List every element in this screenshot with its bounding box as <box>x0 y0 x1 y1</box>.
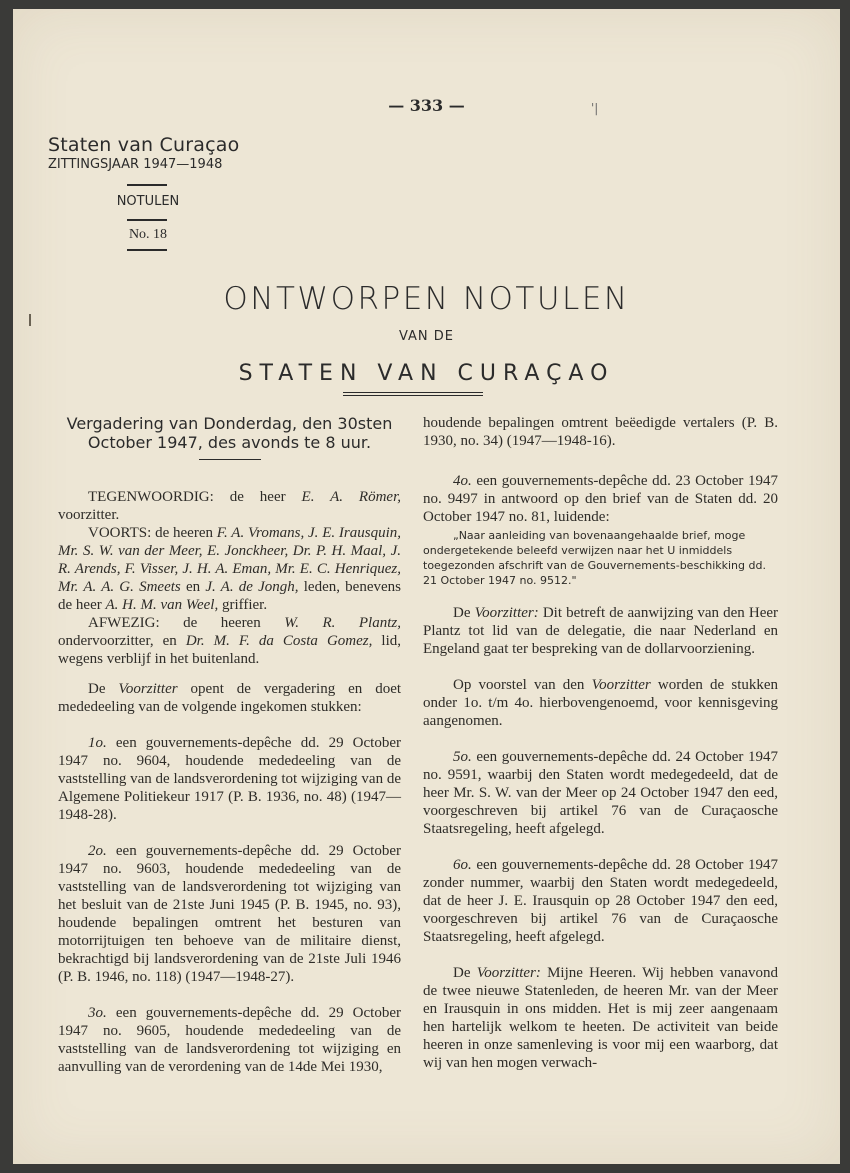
item-1-text: een gouvernements-depêche dd. 29 October 1947 no. 9604, houdende mededeeling van de vaststelling van de landsverordening tot wijziging van de Algemene Politiekeur 1917 (P. B. 1936, no. 48) (1947—1948-28). <box>58 735 401 823</box>
attendance-others <box>58 524 401 614</box>
item-2-number: 2o. <box>88 843 107 859</box>
meeting-divider <box>199 459 261 460</box>
header-divider-1 <box>127 184 167 186</box>
item-3-number: 3o. <box>88 1005 107 1021</box>
motion-chair: Voorzitter <box>591 677 651 693</box>
absent-name-2: Dr. M. F. da Costa Gomez, <box>185 633 373 649</box>
motion-start: Op voorstel van den <box>453 677 585 693</box>
absent-name-1: W. R. Plantz, <box>284 615 401 631</box>
others-label: VOORTS: <box>88 525 152 541</box>
item-1-number: 1o. <box>88 735 107 751</box>
incoming-item-2 <box>58 842 401 986</box>
item-4-number: 4o. <box>453 473 472 489</box>
title-rule-1 <box>343 392 483 393</box>
page-number: — 333 — <box>388 96 465 115</box>
opening-start: De <box>88 681 106 697</box>
absent-mid: ondervoorzitter, en <box>58 633 177 649</box>
title-rule-2 <box>343 395 483 396</box>
margin-mark <box>29 314 31 326</box>
header-session: ZITTINGSJAAR 1947—1948 <box>48 157 223 172</box>
incoming-item-5 <box>423 748 778 838</box>
opening-paragraph <box>58 680 401 716</box>
title-body: STATEN VAN CURAÇAO <box>238 361 615 386</box>
incoming-item-1 <box>58 734 401 824</box>
title-main: ONTWORPEN NOTULEN <box>223 281 630 317</box>
others-and: en <box>185 579 201 595</box>
absent-end: lid, wegens verblijf in het buitenland. <box>58 633 401 667</box>
document-header <box>48 134 248 172</box>
title-sub: VAN DE <box>398 329 455 344</box>
item-6-text: een gouvernements-depêche dd. 28 October 1947 zonder nummer, waarbij den Staten wordt medegedeeld, dat de heer J. E. Irausquin op 28 October 1947 den eed, voorgeschreven bij artikel 76 van de Curaçaosche Staatsregeling, heeft afgelegd. <box>423 857 778 945</box>
remark-1-chair: Voorzitter: <box>474 605 539 621</box>
letter-quote: „Naar aanleiding van bovenaangehaalde brief, moge ondergetekende beleefd verwijzen naar het U inmiddels toegezonden afschrift van de Gouvernements-beschikking dd. 21 October 1947 no. 9512." <box>423 529 766 587</box>
meeting-line-1: Vergadering van Donderdag, den 30sten <box>66 414 393 433</box>
header-divider-2 <box>127 219 167 221</box>
present-label: TEGENWOORDIG: <box>88 489 214 505</box>
meeting-line-2: October 1947, des avonds te 8 uur. <box>87 433 372 452</box>
ink-mark: '| <box>591 101 599 115</box>
clerk-role: griffier. <box>221 597 268 613</box>
meeting-heading <box>58 414 401 452</box>
others-text: de heeren <box>155 525 213 541</box>
remark-2-chair: Voorzitter: <box>476 965 541 981</box>
opening-text: opent de vergadering en doet mededeeling van de volgende ingekomen stukken: <box>58 681 402 715</box>
remark-1-text: Dit betreft de aanwijzing van den Heer Plantz tot lid van de delegatie, die naar Nederland en Engeland gaat ter bespreking van de dollarvoorziening. <box>423 605 779 657</box>
incoming-item-4 <box>423 472 778 526</box>
item-6-number: 6o. <box>453 857 472 873</box>
clerk-name: A. H. M. van Weel, <box>105 597 219 613</box>
chair-remark-2 <box>423 964 778 1072</box>
right-column <box>423 414 778 1072</box>
member-name-last: J. A. de Jongh, <box>205 579 299 595</box>
item-3-continuation: houdende bepalingen omtrent beëedigde vertalers (P. B. 1930, no. 34) (1947—1948-16). <box>423 415 778 449</box>
document-page <box>13 9 840 1164</box>
present-text: de heer <box>229 489 286 505</box>
chairman-name: E. A. Römer, <box>301 489 402 505</box>
present-role: voorzitter. <box>58 507 120 523</box>
item-4-text: een gouvernements-depêche dd. 23 October 1947 no. 9497 in antwoord op den brief van de Staten dd. 20 October 1947 no. 81, luidende: <box>423 473 778 525</box>
incoming-item-3 <box>58 1004 401 1076</box>
others-mid: leden, benevens de heer <box>58 579 401 613</box>
header-divider-3 <box>127 249 167 251</box>
attendance-absent <box>58 614 401 668</box>
chair-remark-1 <box>423 604 778 658</box>
motion-text: worden de stukken onder 1o. t/m 4o. hierbovengenoemd, voor kennisgeving aangenomen. <box>423 677 779 729</box>
incoming-item-6 <box>423 856 778 946</box>
remark-1-start: De <box>453 605 471 621</box>
header-doc-type: NOTULEN <box>116 194 180 209</box>
absent-label: AFWEZIG: <box>88 615 160 631</box>
motion-paragraph <box>423 676 778 730</box>
remark-2-start: De <box>453 965 471 981</box>
header-body: Staten van Curaçao <box>48 134 240 156</box>
opening-chair: Voorzitter <box>118 681 178 697</box>
left-column <box>58 414 401 1076</box>
item-5-text: een gouvernements-depêche dd. 24 October 1947 no. 9591, waarbij den Staten wordt medegedeeld, dat de heer Mr. S. W. van der Meer op 24 October 1947 den eed, voorgeschreven bij artikel 76 van de Curaçaosche Staatsregeling, heeft afgelegd. <box>423 749 778 837</box>
absent-text: de heeren <box>183 615 261 631</box>
header-number: No. 18 <box>128 227 168 242</box>
item-5-number: 5o. <box>453 749 472 765</box>
item-3-text: een gouvernements-depêche dd. 29 October 1947 no. 9605, houdende mededeeling van de vaststelling van de landsverordening tot wijziging en aanvulling van de verordening van de 14de Mei 1930, <box>58 1005 401 1075</box>
attendance-present <box>58 488 401 524</box>
members-names: F. A. Vromans, J. E. Irausquin, Mr. S. W. van der Meer, E. Jonckheer, Dr. P. H. Maal, J. R. Arends, F. Visser, J. H. A. Eman, Mr. E. C. Henriquez, Mr. A. A. G. Smeets <box>58 525 402 595</box>
item-2-text: een gouvernements-depêche dd. 29 October 1947 no. 9603, houdende mededeeling van de vaststelling van de landsverordening tot wijziging van het besluit van de 21ste Juni 1945 (P. B. 1945, no. 93), houdende bepalingen omtrent het besturen van motorrijtuigen ten behoeve van de militaire dienst, bekrachtigd bij landsverordening van de 21ste Juli 1946 (P. B. 1946, no. 118) (1947—1948-27). <box>58 843 401 985</box>
remark-2-text: Mijne Heeren. Wij hebben vanavond de twee nieuwe Statenleden, de heeren Mr. van der Meer en Irausquin in ons midden. Het is mij zeer aangenaam hen hartelijk welkom te heeten. De activiteit van beide heeren in onze samenleving is voor mij een waarborg, dat wij van hen mogen verwach- <box>423 965 779 1071</box>
